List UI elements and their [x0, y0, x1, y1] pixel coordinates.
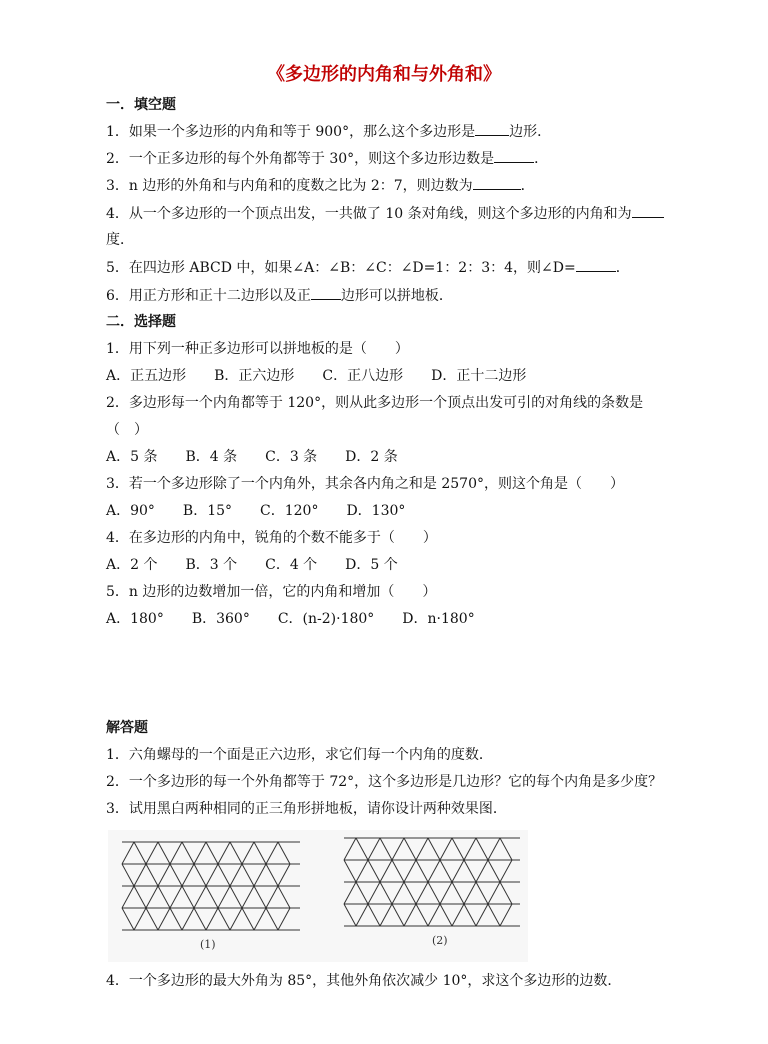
choice-q3: 3．若一个多边形除了一个内角外，其余各内角之和是 2570°，则这个角是（ ） — [106, 476, 624, 492]
tiling-2-edge — [380, 904, 392, 926]
tiling-2-edge — [380, 882, 392, 904]
tiling-2-edge — [464, 860, 476, 882]
tiling-1-edge — [182, 864, 194, 886]
tiling-1-edge — [182, 908, 194, 930]
tiling-2-edge — [476, 838, 488, 860]
tiling-2-edge — [428, 904, 440, 926]
tiling-2-edge — [392, 882, 404, 904]
triangle-tiling-figure — [108, 830, 528, 962]
tiling-2-edge — [452, 860, 464, 882]
tiling-1-edge — [254, 886, 266, 908]
tiling-2-edge — [404, 882, 416, 904]
tiling-1-edge — [134, 842, 146, 864]
tiling-1-edge — [242, 864, 254, 886]
tiling-2-edge — [368, 838, 380, 860]
tiling-1-edge — [158, 886, 170, 908]
answer-blank[interactable] — [632, 204, 664, 218]
tiling-1-edge — [122, 908, 134, 930]
tiling-1-edge — [158, 908, 170, 930]
tiling-2-edge — [428, 860, 440, 882]
tiling-1-edge — [254, 864, 266, 886]
fill-q6: 6．用正方形和正十二边形以及正 边形可以拼地板． — [106, 288, 453, 304]
figure-caption-1: (1) — [200, 938, 216, 951]
tiling-2-edge — [404, 860, 416, 882]
tiling-2-edge — [464, 904, 476, 926]
tiling-2-edge — [476, 860, 488, 882]
tiling-1-edge — [242, 886, 254, 908]
fill-q2: 2．一个正多边形的每个外角都等于 30°，则这个多边形边数是 ． — [106, 151, 549, 167]
answer-blank[interactable] — [475, 122, 509, 136]
answer-blank[interactable] — [576, 258, 616, 272]
tiling-1-edge — [206, 864, 218, 886]
tiling-1-edge — [206, 842, 218, 864]
tiling-1-edge — [230, 886, 242, 908]
tiling-2-edge — [392, 860, 404, 882]
section2-heading: 二．选择题 — [106, 314, 176, 330]
tiling-2-edge — [488, 882, 500, 904]
choice-q3-options: A．90° B．15° C．120° D．130° — [106, 503, 406, 519]
tiling-1-edge — [242, 908, 254, 930]
tiling-2-edge — [452, 882, 464, 904]
fill-q5: 5．在四边形 ABCD 中，如果∠A：∠B：∠C：∠D=1：2：3：4，则∠D= ． — [106, 260, 630, 276]
tiling-2-edge — [368, 904, 380, 926]
triangle-tiling-svg — [108, 830, 528, 962]
answer-q1: 1．六角螺母的一个面是正六边形，求它们每一个内角的度数． — [106, 747, 493, 763]
tiling-1-edge — [170, 842, 182, 864]
tiling-1-edge — [278, 908, 290, 930]
tiling-1-edge — [194, 864, 206, 886]
tiling-1-edge — [158, 864, 170, 886]
tiling-1-edge — [170, 886, 182, 908]
tiling-2-edge — [404, 904, 416, 926]
tiling-2-edge — [488, 904, 500, 926]
choice-q5: 5．n 边形的边数增加一倍，它的内角和增加（ ） — [106, 584, 437, 600]
tiling-1-edge — [122, 886, 134, 908]
tiling-2-edge — [464, 882, 476, 904]
answer-blank[interactable] — [494, 149, 534, 163]
tiling-1-edge — [278, 886, 290, 908]
tiling-1-edge — [146, 842, 158, 864]
tiling-2-edge — [380, 860, 392, 882]
fill-q3: 3．n 边形的外角和与内角和的度数之比为 2：7，则边数为 ． — [106, 178, 535, 194]
page-title: 《多边形的内角和与外角和》 — [267, 64, 501, 85]
tiling-1-edge — [242, 842, 254, 864]
tiling-2-edge — [440, 860, 452, 882]
fill-q4-cont: 度． — [106, 232, 134, 248]
tiling-2-edge — [356, 838, 368, 860]
answer-q3: 3．试用黑白两种相同的正三角形拼地板，请你设计两种效果图． — [106, 801, 507, 817]
tiling-2-edge — [476, 882, 488, 904]
tiling-2-edge — [452, 838, 464, 860]
tiling-2-edge — [428, 882, 440, 904]
tiling-1-edge — [182, 886, 194, 908]
tiling-1-edge — [266, 908, 278, 930]
choice-q1: 1．用下列一种正多边形可以拼地板的是（ ） — [106, 341, 409, 357]
tiling-1-edge — [254, 908, 266, 930]
tiling-2-edge — [404, 838, 416, 860]
tiling-1-edge — [254, 842, 266, 864]
tiling-2-edge — [416, 882, 428, 904]
tiling-2-edge — [392, 838, 404, 860]
tiling-2-edge — [500, 838, 512, 860]
tiling-2-edge — [488, 838, 500, 860]
tiling-1-edge — [266, 886, 278, 908]
answer-q4: 4．一个多边形的最大外角为 85°，其他外角依次减少 10°，求这个多边形的边数． — [106, 973, 622, 989]
choice-q4-options: A．2 个 B．3 个 C．4 个 D．5 个 — [106, 557, 398, 573]
tiling-1-edge — [122, 864, 134, 886]
tiling-2-edge — [416, 860, 428, 882]
choice-q5-options: A．180° B．360° C．(n-2)·180° D．n·180° — [106, 611, 475, 627]
tiling-2-edge — [356, 860, 368, 882]
section1-heading: 一．填空题 — [106, 97, 176, 113]
tiling-1-edge — [266, 842, 278, 864]
tiling-1-edge — [134, 864, 146, 886]
tiling-2-edge — [500, 860, 512, 882]
tiling-2-edge — [416, 904, 428, 926]
tiling-2-edge — [500, 904, 512, 926]
tiling-1-edge — [218, 864, 230, 886]
tiling-1-edge — [134, 886, 146, 908]
tiling-2-edge — [476, 904, 488, 926]
choice-q2: 2．多边形每一个内角都等于 120°，则从此多边形一个顶点出发可引的对角线的条数是 — [106, 395, 644, 411]
tiling-1-edge — [218, 908, 230, 930]
tiling-2-edge — [440, 904, 452, 926]
tiling-1-edge — [122, 842, 134, 864]
tiling-2-edge — [440, 838, 452, 860]
tiling-1-edge — [230, 842, 242, 864]
tiling-2-edge — [368, 860, 380, 882]
tiling-2-edge — [344, 882, 356, 904]
tiling-1-edge — [146, 908, 158, 930]
choice-q2-options: A．5 条 B．4 条 C．3 条 D．2 条 — [106, 449, 398, 465]
choice-q4: 4．在多边形的内角中，锐角的个数不能多于（ ） — [106, 530, 437, 546]
tiling-1-edge — [278, 864, 290, 886]
tiling-2-edge — [368, 882, 380, 904]
fill-q4: 4．从一个多边形的一个顶点出发，一共做了 10 条对角线，则这个多边形的内角和为 — [106, 204, 664, 223]
tiling-1-edge — [206, 908, 218, 930]
answer-blank[interactable] — [311, 286, 341, 300]
tiling-2-edge — [428, 838, 440, 860]
tiling-2-edge — [392, 904, 404, 926]
tiling-2-edge — [464, 838, 476, 860]
tiling-1-edge — [194, 886, 206, 908]
tiling-2-edge — [344, 838, 356, 860]
figure-caption-2: (2) — [432, 934, 448, 947]
tiling-2-edge — [356, 904, 368, 926]
fill-q1: 1．如果一个多边形的内角和等于 900°，那么这个多边形是 边形． — [106, 124, 552, 140]
tiling-2-edge — [356, 882, 368, 904]
answer-blank[interactable] — [473, 176, 521, 190]
tiling-1-edge — [218, 886, 230, 908]
tiling-1-edge — [266, 864, 278, 886]
tiling-2-edge — [416, 838, 428, 860]
tiling-1-edge — [146, 864, 158, 886]
tiling-2-edge — [380, 838, 392, 860]
tiling-1-edge — [146, 886, 158, 908]
tiling-2-edge — [344, 904, 356, 926]
tiling-1-edge — [278, 842, 290, 864]
tiling-2-edge — [500, 882, 512, 904]
choice-q2-cont: （ ） — [106, 422, 148, 438]
tiling-1-edge — [194, 842, 206, 864]
tiling-2-edge — [452, 904, 464, 926]
tiling-2-edge — [440, 882, 452, 904]
tiling-1-edge — [230, 864, 242, 886]
tiling-1-edge — [170, 908, 182, 930]
tiling-2-edge — [488, 860, 500, 882]
tiling-1-edge — [158, 842, 170, 864]
tiling-1-edge — [182, 842, 194, 864]
choice-q1-options: A．正五边形 B．正六边形 C．正八边形 D．正十二边形 — [106, 368, 527, 384]
section3-heading: 解答题 — [106, 720, 148, 736]
tiling-1-edge — [170, 864, 182, 886]
tiling-1-edge — [230, 908, 242, 930]
answer-q2: 2．一个多边形的每一个外角都等于 72°，这个多边形是几边形？它的每个内角是多少度？ — [106, 774, 663, 790]
tiling-2-edge — [344, 860, 356, 882]
tiling-1-edge — [206, 886, 218, 908]
tiling-1-edge — [218, 842, 230, 864]
tiling-1-edge — [134, 908, 146, 930]
tiling-1-edge — [194, 908, 206, 930]
